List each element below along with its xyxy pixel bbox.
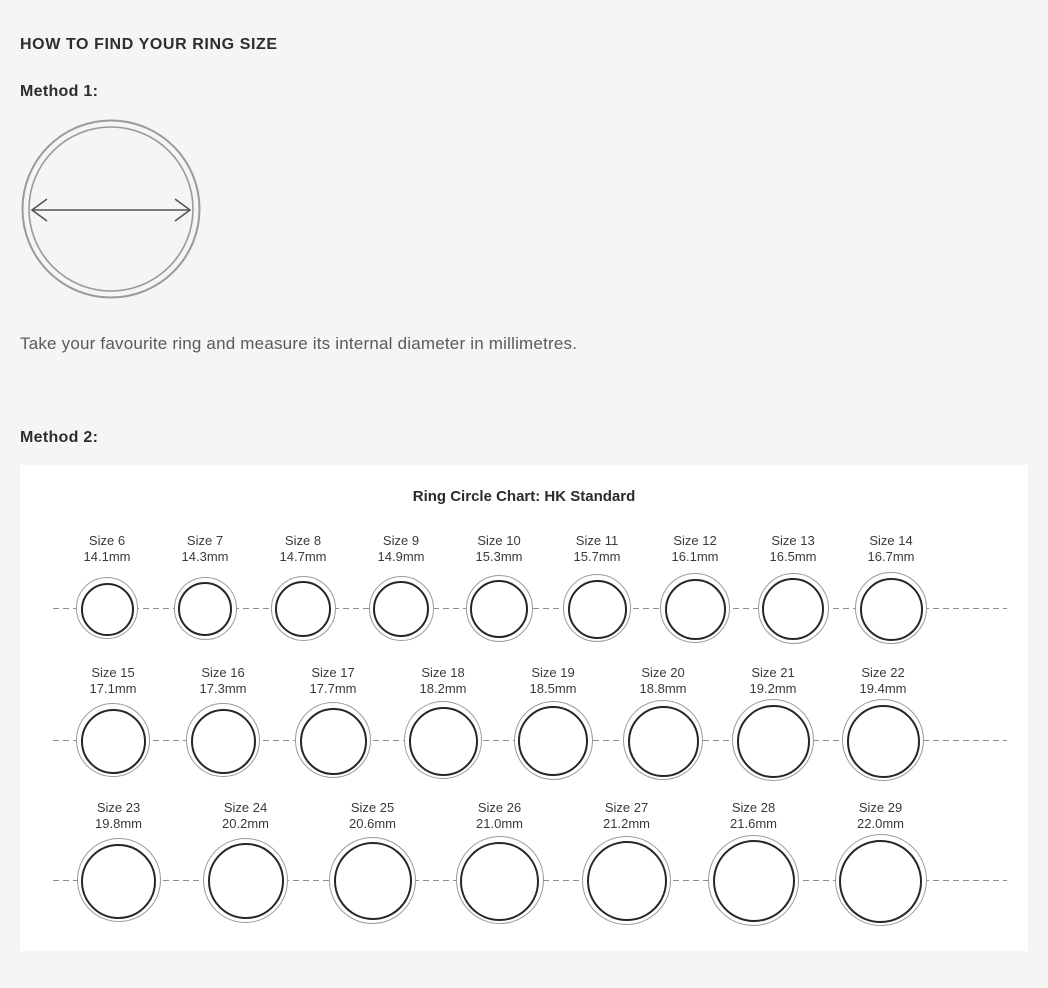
ring-size-label: Size 18 (421, 665, 465, 680)
ring-labels (498, 665, 608, 697)
ring-item (58, 533, 156, 665)
ring-labels (156, 533, 254, 565)
ring-diameter-label: 18.8mm (639, 681, 687, 696)
chart-row (20, 533, 1028, 665)
ring-diameter-label: 17.3mm (199, 681, 247, 696)
ring-chart-title: Ring Circle Chart: HK Standard (412, 488, 636, 505)
ring-circle-icon (514, 701, 593, 780)
ring-item (817, 800, 944, 950)
chart-row (20, 800, 1028, 950)
ring-size-label: Size 21 (751, 665, 795, 680)
ring-diameter-label: 19.8mm (95, 816, 142, 831)
ring-chart (20, 533, 1028, 950)
ring-diameter-label: 21.2mm (603, 816, 650, 831)
ring-circle-icon (456, 836, 544, 924)
ring-diameter-label: 14.9mm (377, 549, 425, 564)
ring-item (744, 533, 842, 665)
ring-labels (309, 800, 436, 832)
ring-labels (608, 665, 718, 697)
method-2-heading: Method 2: (20, 429, 99, 446)
ring-size-label: Size 16 (201, 665, 245, 680)
ring-labels (842, 533, 940, 565)
ring-inner-circle (334, 842, 412, 920)
ring-labels (55, 800, 182, 832)
ring-circle-icon (758, 573, 829, 644)
ring-diameter-diagram (20, 118, 202, 300)
ring-circle-icon (295, 702, 371, 778)
ring-diameter-label: 14.1mm (83, 549, 131, 564)
ring-diameter-label: 17.7mm (309, 681, 357, 696)
ring-inner-circle (409, 707, 478, 776)
ring-circle-icon (76, 577, 138, 639)
ring-inner-circle (81, 583, 134, 636)
ring-item (388, 665, 498, 800)
ring-circle-icon (404, 701, 482, 779)
ring-item (450, 533, 548, 665)
ring-inner-circle (860, 578, 923, 641)
ring-item (563, 800, 690, 950)
ring-diameter-label: 17.1mm (89, 681, 137, 696)
ring-item (278, 665, 388, 800)
ring-inner-circle (587, 841, 667, 921)
ring-diameter-label: 15.7mm (573, 549, 621, 564)
ring-size-label: Size 7 (186, 533, 224, 548)
ring-circle-icon (174, 577, 237, 640)
page-title: HOW TO FIND YOUR RING SIZE (20, 36, 278, 53)
ring-labels (690, 800, 817, 832)
ring-circle-icon (732, 699, 814, 781)
ring-inner-circle (737, 705, 810, 778)
row-cells (20, 533, 1028, 665)
ring-size-label: Size 23 (96, 800, 141, 815)
ring-size-label: Size 15 (91, 665, 135, 680)
ring-circle-icon (563, 574, 631, 642)
ring-size-label: Size 19 (531, 665, 575, 680)
ring-diameter-label: 14.7mm (279, 549, 327, 564)
ring-labels (436, 800, 563, 832)
ring-labels (58, 665, 168, 697)
ring-size-label: Size 27 (604, 800, 649, 815)
ring-circle-icon (466, 575, 533, 642)
ring-circle-icon (708, 835, 799, 926)
ring-item (690, 800, 817, 950)
ring-inner-circle (713, 840, 795, 922)
ring-inner-circle-icon (29, 127, 193, 291)
ring-item (352, 533, 450, 665)
ring-inner-circle (373, 581, 429, 637)
method-1-heading: Method 1: (20, 83, 99, 100)
ring-diameter-label: 16.7mm (867, 549, 915, 564)
ring-diameter-label: 22.0mm (857, 816, 904, 831)
ring-diameter-label: 18.2mm (419, 681, 467, 696)
ring-labels (828, 665, 938, 697)
ring-item (156, 533, 254, 665)
ring-item (646, 533, 744, 665)
ring-item (309, 800, 436, 950)
ring-item (548, 533, 646, 665)
ring-size-label: Size 10 (477, 533, 521, 548)
ring-size-label: Size 28 (731, 800, 776, 815)
ring-circle-icon (855, 572, 927, 644)
ring-size-label: Size 11 (575, 533, 619, 548)
ring-labels (168, 665, 278, 697)
ring-inner-circle (191, 709, 256, 774)
ring-size-label: Size 17 (311, 665, 355, 680)
ring-diameter-label: 16.5mm (769, 549, 817, 564)
ring-inner-circle (178, 582, 232, 636)
ring-item (498, 665, 608, 800)
ring-labels (817, 800, 944, 832)
ring-labels (278, 665, 388, 697)
ring-diameter-label: 19.4mm (859, 681, 907, 696)
ring-item (608, 665, 718, 800)
ring-labels (646, 533, 744, 565)
ring-diameter-label: 15.3mm (475, 549, 523, 564)
ring-item (168, 665, 278, 800)
ring-circle-icon (77, 838, 161, 922)
ring-inner-circle (762, 578, 824, 640)
ring-labels (718, 665, 828, 697)
ring-item (182, 800, 309, 950)
ring-item (436, 800, 563, 950)
ring-labels (744, 533, 842, 565)
diameter-arrow-icon (32, 199, 190, 221)
ring-inner-circle (81, 709, 146, 774)
ring-labels (388, 665, 498, 697)
ring-diameter-label: 18.5mm (529, 681, 577, 696)
ring-size-label: Size 8 (284, 533, 322, 548)
ring-inner-circle (470, 580, 528, 638)
ring-inner-circle (460, 842, 539, 921)
ring-circle-icon (623, 700, 703, 780)
ring-labels (450, 533, 548, 565)
ring-labels (182, 800, 309, 832)
ring-item (718, 665, 828, 800)
ring-size-label: Size 20 (641, 665, 685, 680)
ring-size-label: Size 22 (861, 665, 905, 680)
ring-labels (563, 800, 690, 832)
ring-diameter-label: 19.2mm (749, 681, 797, 696)
ring-labels (254, 533, 352, 565)
row-cells (20, 800, 1028, 950)
ring-circle-icon (329, 837, 416, 924)
ring-circle-icon (186, 703, 260, 777)
ring-inner-circle (208, 843, 284, 919)
ring-circle-icon (271, 576, 336, 641)
ring-item (828, 665, 938, 800)
ring-circle-icon (76, 703, 150, 777)
chart-row (20, 665, 1028, 800)
method-1-caption: Take your favourite ring and measure its internal diameter in millimetres. (20, 334, 578, 353)
ring-chart-panel (20, 465, 1028, 951)
ring-size-page (0, 36, 1048, 951)
ring-circle-icon (842, 699, 924, 781)
ring-item (842, 533, 940, 665)
ring-diameter-label: 14.3mm (181, 549, 229, 564)
ring-size-label: Size 24 (223, 800, 268, 815)
ring-inner-circle (300, 708, 367, 775)
ring-size-label: Size 25 (350, 800, 395, 815)
ring-inner-circle (628, 706, 699, 777)
ring-inner-circle (81, 844, 156, 919)
ring-circle-icon (369, 576, 434, 641)
row-cells (20, 665, 1028, 800)
ring-outer-circle-icon (23, 121, 200, 298)
ring-item (58, 665, 168, 800)
ring-diameter-label: 20.6mm (349, 816, 396, 831)
ring-circle-icon (660, 573, 730, 643)
ring-inner-circle (518, 706, 588, 776)
ring-circle-icon (582, 836, 671, 925)
ring-size-label: Size 14 (869, 533, 913, 548)
ring-size-label: Size 26 (477, 800, 522, 815)
ring-size-label: Size 9 (382, 533, 420, 548)
ring-inner-circle (568, 580, 627, 639)
ring-item (55, 800, 182, 950)
ring-inner-circle (275, 581, 331, 637)
ring-labels (58, 533, 156, 565)
ring-diameter-label: 21.6mm (730, 816, 777, 831)
ring-circle-icon (835, 834, 927, 926)
ring-size-label: Size 29 (858, 800, 903, 815)
ring-size-label: Size 6 (88, 533, 126, 548)
ring-labels (352, 533, 450, 565)
ring-diameter-diagram-svg (20, 118, 202, 300)
ring-size-label: Size 12 (673, 533, 717, 548)
ring-diameter-label: 20.2mm (222, 816, 269, 831)
ring-size-label: Size 13 (771, 533, 815, 548)
ring-circle-icon (203, 838, 288, 923)
ring-diameter-label: 16.1mm (671, 549, 719, 564)
ring-item (254, 533, 352, 665)
ring-inner-circle (847, 705, 920, 778)
ring-diameter-label: 21.0mm (476, 816, 523, 831)
ring-inner-circle (665, 579, 726, 640)
ring-inner-circle (839, 840, 922, 923)
ring-labels (548, 533, 646, 565)
